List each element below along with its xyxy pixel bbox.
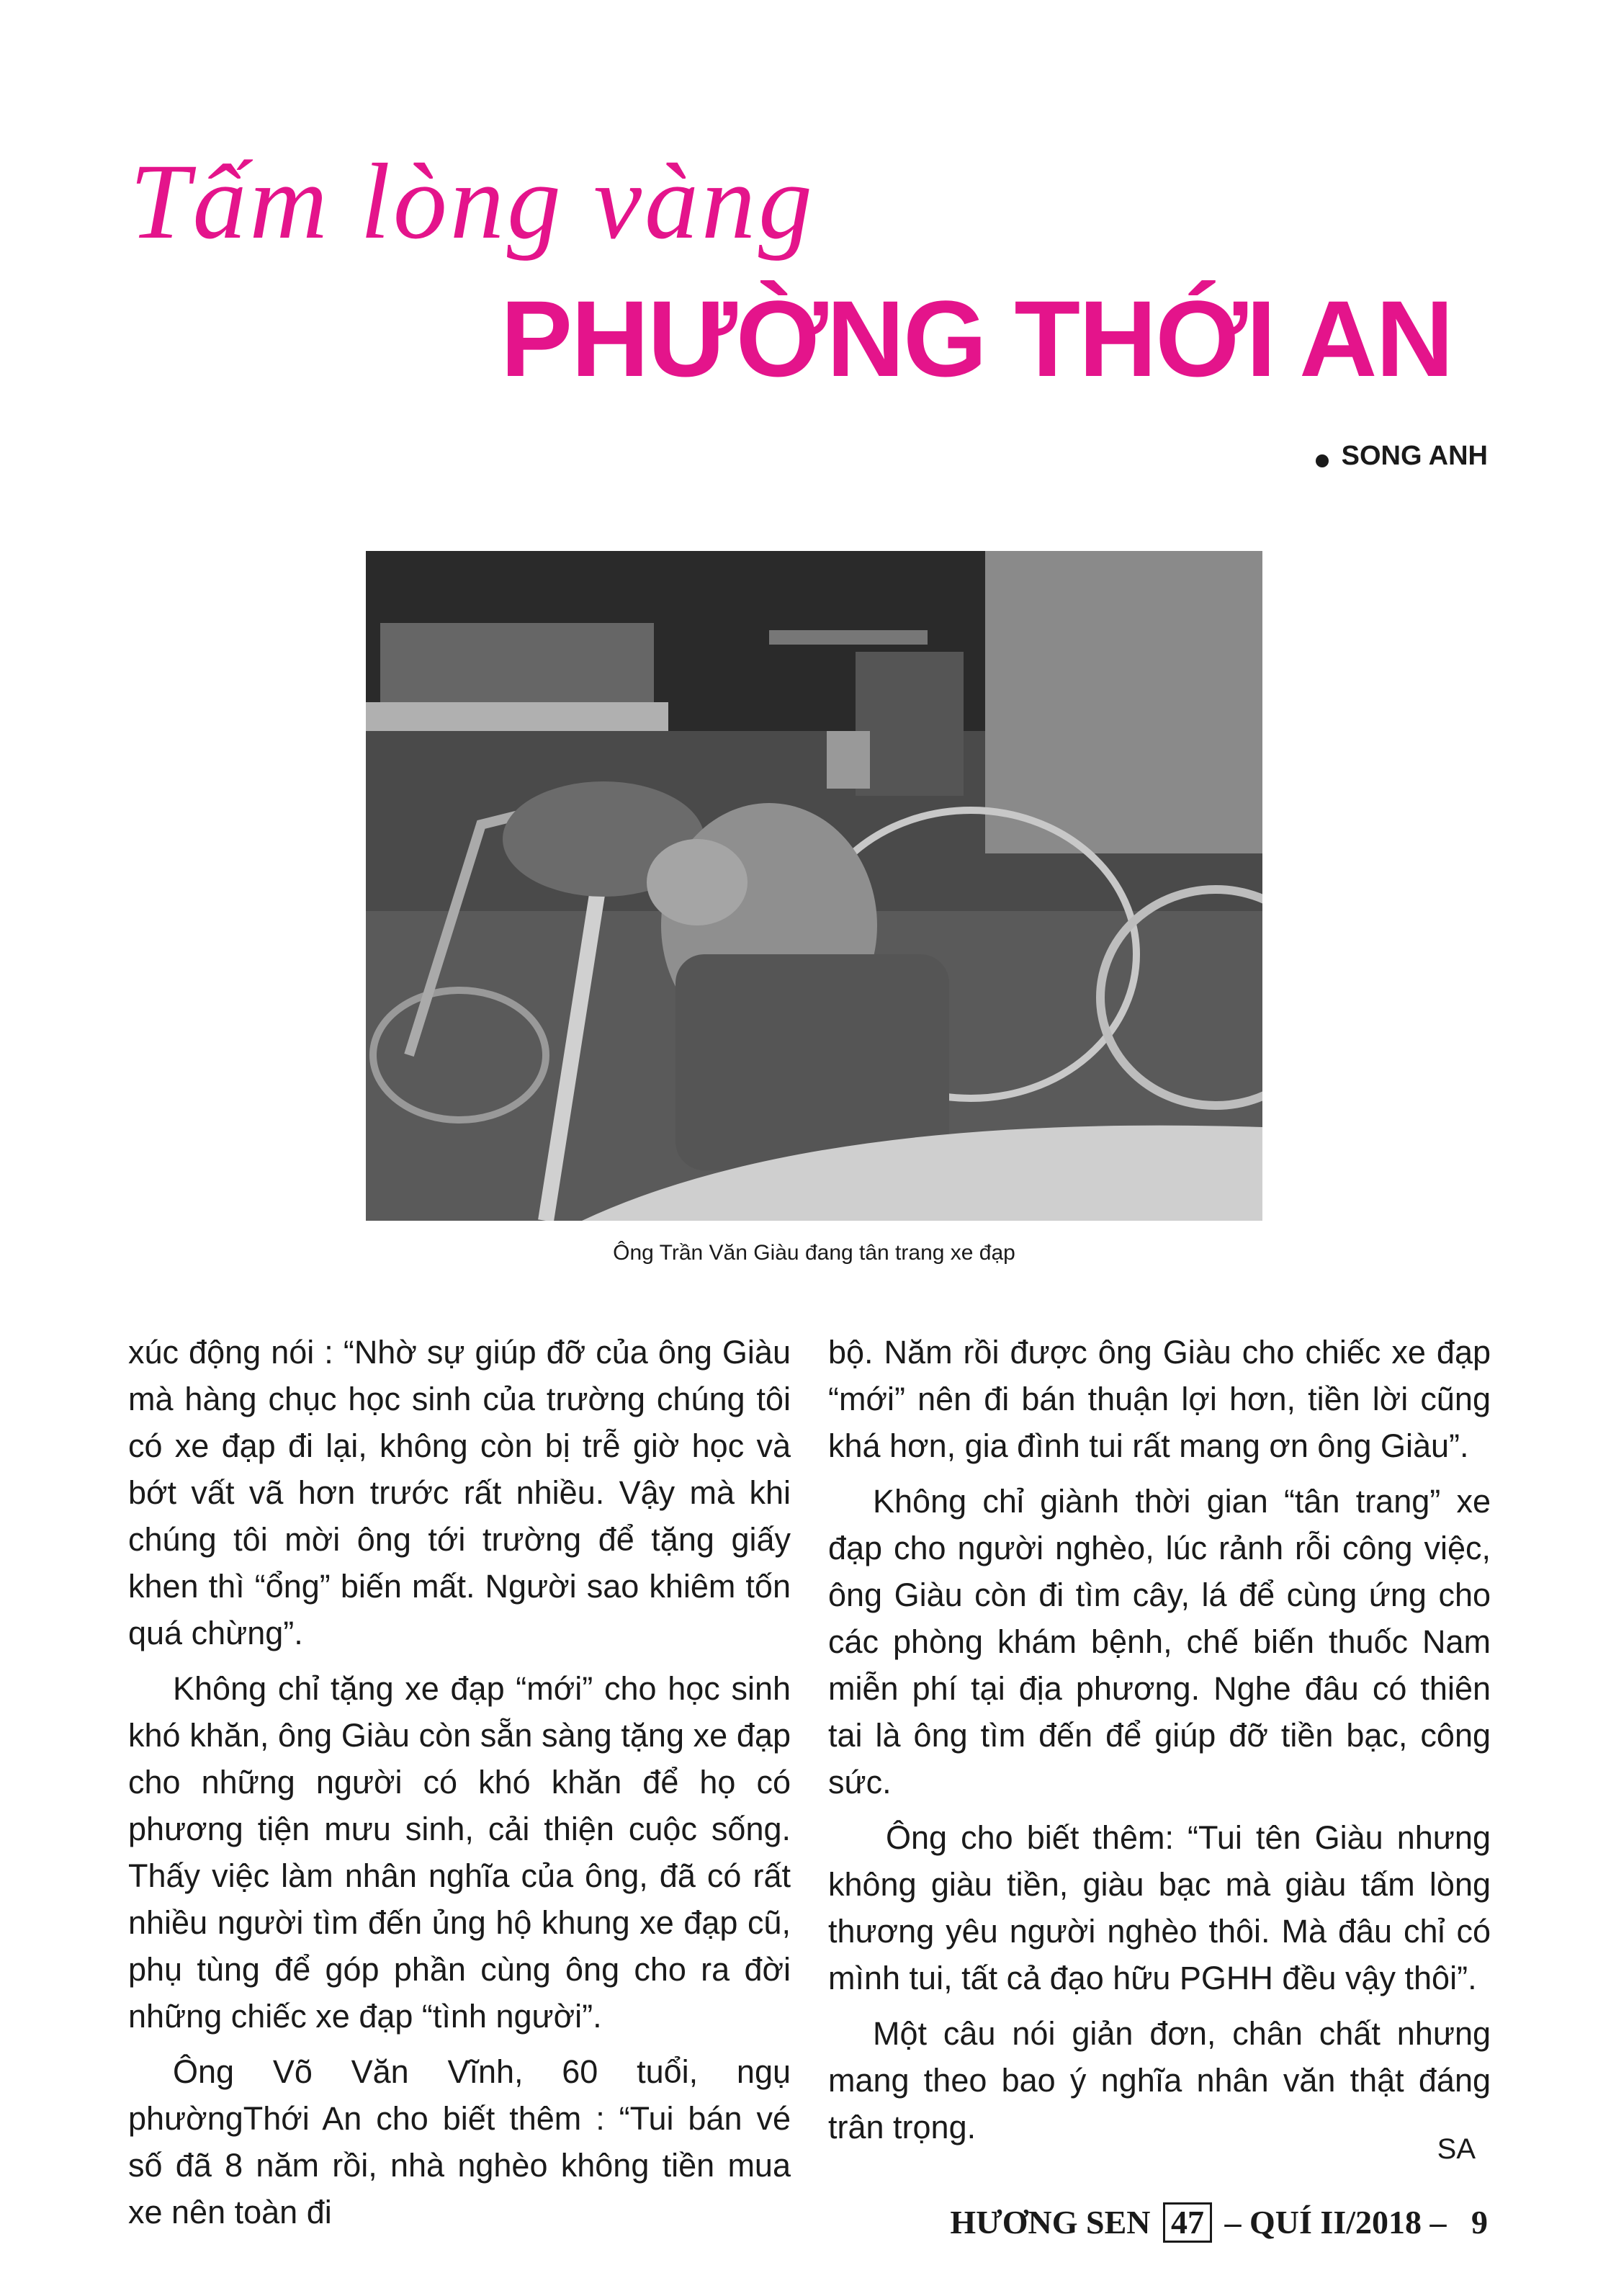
byline — [1316, 441, 1488, 472]
paragraph: Ông Võ Văn Vĩnh, 60 tuổi, ngụ phườngThới An cho biết thêm : “Tui bán vé số đã 8 năm rồi, nhà nghèo không tiền mua xe nên toàn đi — [128, 2053, 791, 2230]
article-column-right — [828, 1329, 1491, 2159]
magazine-name: HƯƠNG SEN — [950, 2204, 1151, 2241]
bullet-icon — [1316, 454, 1329, 467]
paragraph: bộ. Năm rồi được ông Giàu cho chiếc xe đạp “mới” nên đi bán thuận lợi hơn, tiền lời cũng khá hơn, gia đình tui rất mang ơn ông Giàu”. — [828, 1334, 1491, 1464]
article-photo — [366, 551, 1262, 1221]
paragraph: Một câu nói giản đơn, chân chất nhưng mang theo bao ý nghĩa nhân văn thật đáng trân trọng. — [828, 2015, 1491, 2145]
photo-illustration — [366, 551, 1262, 1221]
page-footer — [950, 2202, 1488, 2243]
paragraph: Ông cho biết thêm: “Tui tên Giàu nhưng không giàu tiền, giàu bạc mà giàu tấm lòng thương yêu người nghèo thôi. Mà đâu chỉ có mình tui, tất cả đạo hữu PGHH đều vậy thôi”. — [828, 1819, 1491, 1996]
issue-number: 47 — [1163, 2202, 1212, 2243]
article-column-left — [128, 1329, 791, 2244]
author-name: SONG ANH — [1341, 441, 1488, 471]
page-title: PHƯỜNG THỚI AN — [500, 278, 1453, 399]
paragraph: Không chỉ tặng xe đạp “mới” cho học sinh khó khăn, ông Giàu còn sẵn sàng tặng xe đạp cho những người có khó khăn để họ có phương tiện mưu sinh, cải thiện cuộc sống. Thấy việc làm nhân nghĩa của ông, đã có rất nhiều người tìm đến ủng hộ khung xe đạp cũ, phụ tùng để góp phần cùng ông cho ra đời những chiếc xe đạp “tình người”. — [128, 1670, 791, 2035]
photo-caption: Ông Trần Văn Giàu đang tân trang xe đạp — [613, 1241, 1015, 1265]
paragraph: xúc động nói : “Nhờ sự giúp đỡ của ông Giàu mà hàng chục học sinh của trường chúng tôi có xe đạp đi lại, không còn bị trễ giờ học và bớt vất vã hơn trước rất nhiều. Vậy mà khi chúng tôi mời ông tới trường để tặng giấy khen thì “ổng” biến mất. Người sao khiêm tốn quá chừng”. — [128, 1334, 791, 1651]
page-number: 9 — [1471, 2204, 1488, 2241]
paragraph: Không chỉ giành thời gian “tân trang” xe đạp cho người nghèo, lúc rảnh rỗi công việc, ông Giàu còn đi tìm cây, lá để cùng ứng cho các phòng khám bệnh, chế biến thuốc Nam miễn phí tại địa phương. Nghe đâu có thiên tai là ông tìm đến để giúp đỡ tiền bạc, công sức. — [828, 1483, 1491, 1801]
title-script-line: Tấm lòng vàng — [130, 142, 815, 261]
issue-period: – QUÍ II/2018 – — [1224, 2204, 1447, 2241]
author-signoff: SA — [1437, 2133, 1476, 2165]
